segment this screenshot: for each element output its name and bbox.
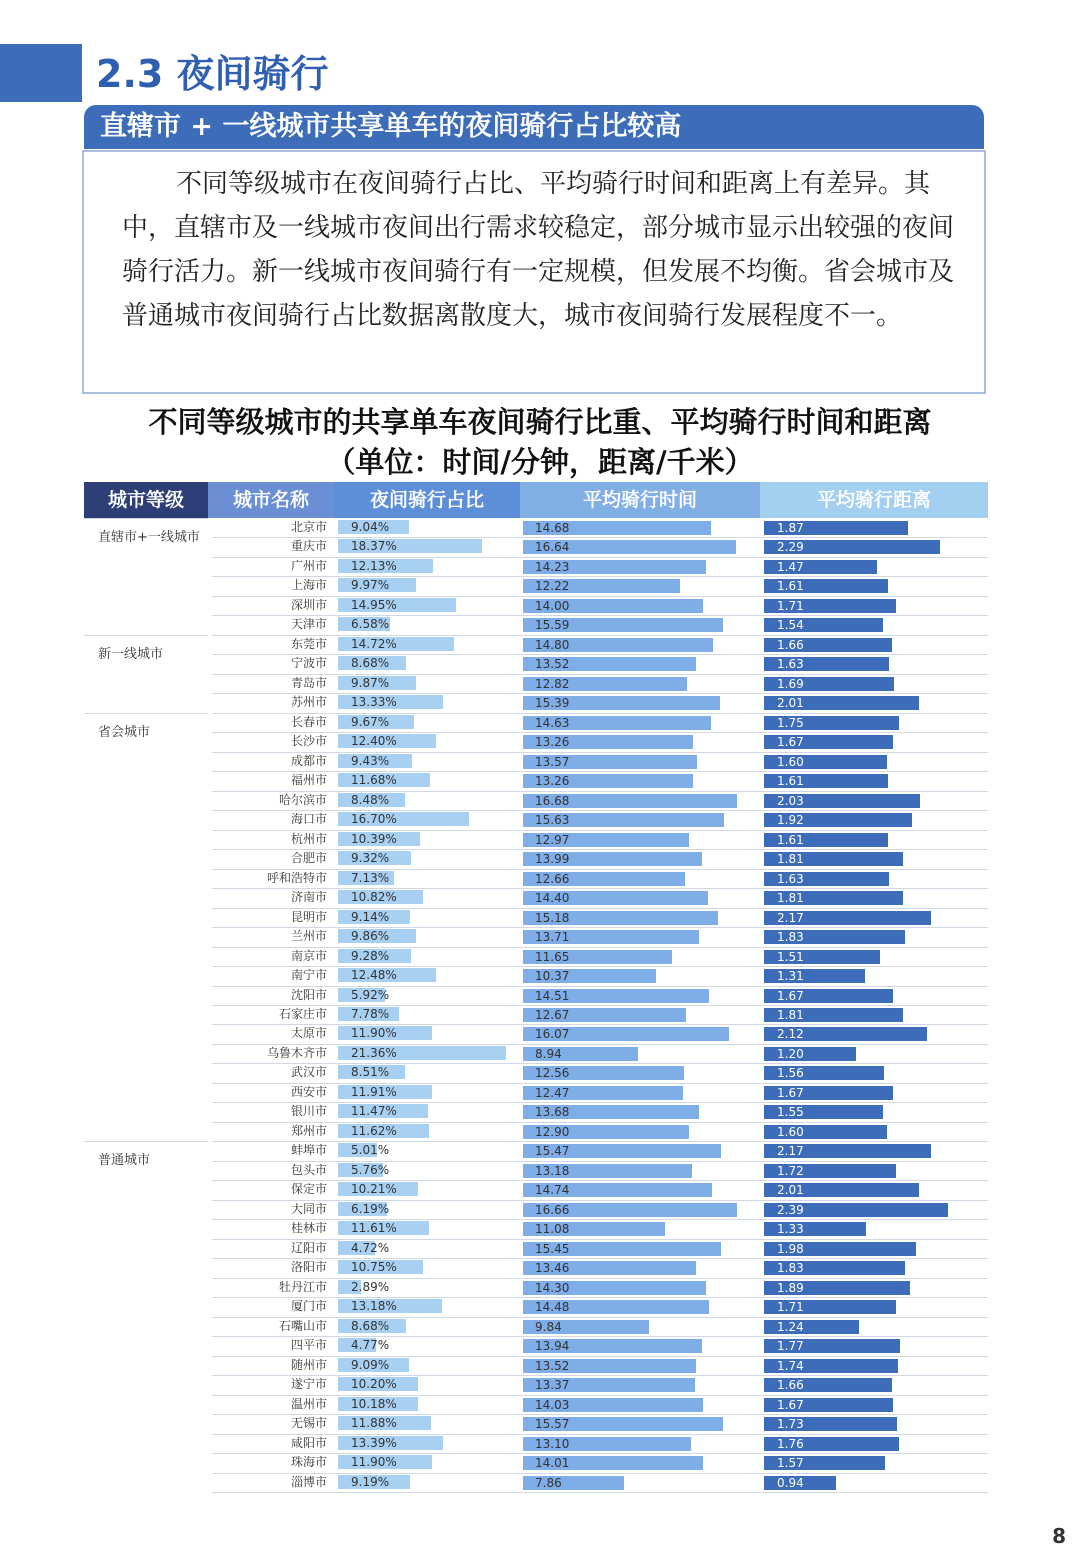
time-label: 15.63: [535, 813, 570, 828]
distance-label: 1.92: [777, 813, 804, 828]
ratio-label: 4.72%: [351, 1240, 390, 1255]
time-label: 8.94: [535, 1046, 562, 1061]
row-divider: [212, 1024, 988, 1025]
ratio-label: 9.67%: [351, 714, 390, 729]
row-divider: [212, 830, 988, 831]
time-label: 16.68: [535, 793, 570, 808]
distance-label: 1.55: [777, 1105, 804, 1120]
time-label: 15.45: [535, 1241, 570, 1256]
row-divider: [212, 1161, 988, 1162]
time-label: 12.97: [535, 832, 570, 847]
row-divider: [212, 1258, 988, 1259]
city-name: 海口市: [290, 812, 327, 827]
ratio-label: 14.95%: [351, 597, 397, 612]
ratio-label: 5.01%: [351, 1143, 390, 1158]
distance-label: 1.66: [777, 1378, 804, 1393]
ratio-label: 12.40%: [351, 734, 397, 749]
city-name: 广州市: [290, 558, 327, 573]
row-divider: [212, 1336, 988, 1337]
row-divider: [212, 596, 988, 597]
row-divider: [212, 1375, 988, 1376]
chart-title: 不同等级城市的共享单车夜间骑行比重、平均骑行时间和距离: [148, 405, 932, 439]
level-label: 省会城市: [98, 724, 151, 740]
ratio-label: 10.82%: [351, 890, 397, 905]
ratio-label: 2.89%: [351, 1279, 390, 1294]
distance-label: 1.81: [777, 891, 804, 906]
city-name: 西安市: [290, 1084, 327, 1099]
distance-label: 1.33: [777, 1222, 804, 1237]
distance-label: 2.12: [777, 1027, 804, 1042]
row-divider: [212, 1200, 988, 1201]
ratio-label: 5.92%: [351, 987, 390, 1002]
time-label: 13.26: [535, 774, 570, 789]
distance-label: 1.54: [777, 618, 804, 633]
distance-label: 1.77: [777, 1339, 804, 1354]
city-name: 郑州市: [290, 1123, 327, 1138]
time-label: 13.10: [535, 1436, 570, 1451]
level-label: 新一线城市: [98, 646, 164, 662]
distance-label: 1.31: [777, 969, 804, 984]
time-label: 10.37: [535, 969, 570, 984]
row-divider: [212, 1356, 988, 1357]
city-name: 宁波市: [290, 656, 327, 671]
ratio-label: 9.19%: [351, 1474, 390, 1489]
distance-label: 1.60: [777, 754, 804, 769]
intro-paragraph: 不同等级城市在夜间骑行占比、平均骑行时间和距离上有差异。其中，直辖市及一线城市夜间出行需求较稳定，部分城市显示出较强的夜间骑行活力。新一线城市夜间骑行有一定规模，但发展不均衡。省会城市及普通城市夜间骑行占比数据离散度大，城市夜间骑行发展程度不一。: [122, 169, 955, 331]
row-divider: [212, 1473, 988, 1474]
city-name: 昆明市: [290, 909, 327, 924]
time-label: 14.23: [535, 559, 570, 574]
ratio-label: 7.78%: [351, 1007, 390, 1021]
distance-label: 1.67: [777, 1397, 804, 1412]
time-label: 13.37: [535, 1378, 570, 1393]
ratio-label: 8.48%: [351, 792, 390, 807]
time-label: 12.47: [535, 1085, 570, 1100]
header-night-ratio: 夜间骑行占比: [334, 482, 520, 518]
row-divider: [212, 576, 988, 577]
ratio-label: 9.97%: [351, 578, 390, 593]
ratio-label: 10.75%: [351, 1260, 397, 1275]
time-label: 14.80: [535, 637, 570, 652]
distance-label: 1.98: [777, 1241, 804, 1256]
city-name: 四平市: [290, 1338, 327, 1353]
distance-label: 1.56: [777, 1066, 804, 1081]
city-name: 咸阳市: [290, 1435, 327, 1450]
time-label: 13.94: [535, 1339, 570, 1354]
time-label: 12.67: [535, 1008, 570, 1022]
city-name: 苏州市: [290, 695, 327, 710]
ratio-label: 21.36%: [351, 1045, 397, 1060]
row-divider: [212, 947, 988, 948]
city-name: 长春市: [290, 714, 327, 729]
distance-label: 1.20: [777, 1046, 804, 1061]
time-label: 13.99: [535, 852, 570, 867]
distance-label: 1.81: [777, 1008, 804, 1022]
ratio-label: 13.39%: [351, 1435, 397, 1450]
ratio-label: 18.37%: [351, 539, 397, 554]
city-name: 合肥市: [290, 851, 327, 866]
row-divider: [212, 1044, 988, 1045]
city-name: 洛阳市: [290, 1260, 327, 1275]
page-number: 8: [1052, 1524, 1066, 1548]
city-name: 淄博市: [290, 1474, 327, 1489]
ratio-label: 5.76%: [351, 1162, 390, 1177]
time-label: 16.64: [535, 540, 570, 555]
time-label: 15.18: [535, 910, 570, 925]
city-name: 沈阳市: [290, 987, 327, 1002]
distance-label: 1.83: [777, 930, 804, 945]
ratio-label: 9.43%: [351, 753, 390, 768]
city-name: 呼和浩特市: [266, 870, 327, 885]
distance-label: 1.75: [777, 715, 804, 730]
time-label: 16.07: [535, 1027, 570, 1042]
row-divider: [212, 752, 988, 753]
time-label: 13.26: [535, 735, 570, 750]
city-name: 牡丹江市: [278, 1279, 327, 1294]
city-name: 包头市: [290, 1162, 327, 1177]
city-name: 无锡市: [290, 1416, 327, 1431]
ratio-label: 12.13%: [351, 558, 397, 573]
time-label: 12.66: [535, 871, 570, 886]
group-divider: [84, 1141, 208, 1142]
row-divider: [212, 1180, 988, 1181]
time-label: 12.56: [535, 1066, 570, 1081]
ratio-label: 12.48%: [351, 968, 397, 983]
row-divider: [212, 1492, 988, 1493]
city-name: 重庆市: [290, 539, 327, 554]
city-name: 保定市: [290, 1182, 327, 1197]
city-name: 南京市: [290, 948, 327, 963]
time-label: 15.59: [535, 618, 570, 633]
row-divider: [212, 986, 988, 987]
ratio-label: 10.18%: [351, 1396, 397, 1411]
row-divider: [212, 1122, 988, 1123]
distance-label: 0.94: [777, 1475, 804, 1490]
city-name: 石家庄市: [278, 1007, 327, 1021]
group-divider: [84, 518, 208, 519]
city-name: 兰州市: [290, 929, 327, 944]
distance-label: 1.67: [777, 735, 804, 750]
row-divider: [212, 771, 988, 772]
ratio-label: 11.68%: [351, 773, 397, 788]
row-divider: [212, 693, 988, 694]
time-label: 14.74: [535, 1183, 570, 1198]
ratio-label: 11.62%: [351, 1123, 397, 1138]
city-name: 温州市: [290, 1396, 327, 1411]
row-divider: [212, 1083, 988, 1084]
distance-label: 1.71: [777, 1300, 804, 1315]
time-label: 15.39: [535, 696, 570, 711]
distance-label: 2.29: [777, 540, 804, 555]
row-divider: [212, 869, 988, 870]
city-name: 珠海市: [290, 1455, 327, 1470]
ratio-label: 9.87%: [351, 675, 390, 690]
row-divider: [212, 1141, 988, 1142]
row-divider: [212, 1278, 988, 1279]
city-name: 蚌埠市: [290, 1143, 327, 1158]
row-divider: [212, 1453, 988, 1454]
row-divider: [212, 927, 988, 928]
distance-label: 1.76: [777, 1436, 804, 1451]
city-name: 北京市: [290, 520, 327, 534]
time-label: 12.22: [535, 579, 570, 594]
distance-label: 1.61: [777, 774, 804, 789]
row-divider: [212, 1005, 988, 1006]
distance-label: 1.69: [777, 676, 804, 691]
group-divider: [84, 635, 208, 636]
chart-subtitle: （单位：时间/分钟，距离/千米）: [326, 445, 754, 479]
time-label: 13.68: [535, 1105, 570, 1120]
city-name: 遂宁市: [290, 1377, 327, 1392]
time-label: 14.03: [535, 1397, 570, 1412]
ratio-label: 13.33%: [351, 695, 397, 710]
time-label: 11.08: [535, 1222, 570, 1237]
subtitle-bar: 直辖市 + 一线城市共享单车的夜间骑行占比较高: [84, 105, 984, 149]
city-name: 辽阳市: [290, 1240, 327, 1255]
city-name: 长沙市: [290, 734, 327, 749]
distance-label: 1.61: [777, 832, 804, 847]
row-divider: [212, 791, 988, 792]
distance-label: 1.51: [777, 949, 804, 964]
distance-label: 2.17: [777, 1144, 804, 1159]
city-name: 济南市: [290, 890, 327, 905]
distance-label: 1.71: [777, 598, 804, 613]
row-divider: [212, 1317, 988, 1318]
city-name: 随州市: [290, 1357, 327, 1372]
distance-label: 1.72: [777, 1163, 804, 1178]
time-label: 13.46: [535, 1261, 570, 1276]
time-label: 15.47: [535, 1144, 570, 1159]
ratio-label: 10.39%: [351, 831, 397, 846]
ratio-label: 9.04%: [351, 520, 390, 534]
ratio-label: 6.19%: [351, 1201, 390, 1216]
city-name: 福州市: [290, 773, 327, 788]
time-label: 13.18: [535, 1163, 570, 1178]
city-name: 大同市: [290, 1201, 327, 1216]
ratio-label: 9.86%: [351, 929, 390, 944]
time-label: 14.40: [535, 891, 570, 906]
distance-label: 2.01: [777, 1183, 804, 1198]
header-level: 城市等级: [84, 482, 208, 518]
time-label: 9.84: [535, 1319, 562, 1334]
ratio-label: 8.68%: [351, 1318, 390, 1333]
ratio-label: 11.91%: [351, 1084, 397, 1099]
time-label: 14.63: [535, 715, 570, 730]
row-divider: [212, 1239, 988, 1240]
distance-label: 2.03: [777, 793, 804, 808]
city-name: 青岛市: [290, 675, 327, 690]
ratio-label: 9.32%: [351, 851, 390, 866]
city-name: 桂林市: [290, 1221, 327, 1236]
ratio-label: 6.58%: [351, 617, 390, 632]
ratio-label: 4.77%: [351, 1338, 390, 1353]
ratio-label: 9.14%: [351, 909, 390, 924]
time-label: 14.68: [535, 521, 570, 535]
ratio-label: 11.90%: [351, 1026, 397, 1041]
distance-label: 1.67: [777, 988, 804, 1003]
city-name: 哈尔滨市: [278, 792, 327, 807]
row-divider: [212, 966, 988, 967]
header-avg-time: 平均骑行时间: [520, 482, 760, 518]
distance-label: 1.63: [777, 871, 804, 886]
header-avg-distance: 平均骑行距离: [760, 482, 988, 518]
row-divider: [212, 654, 988, 655]
row-divider: [212, 713, 988, 714]
time-label: 12.82: [535, 676, 570, 691]
row-divider: [212, 615, 988, 616]
ratio-label: 8.51%: [351, 1065, 390, 1080]
row-divider: [212, 1395, 988, 1396]
group-divider: [84, 713, 208, 714]
time-label: 14.01: [535, 1456, 570, 1471]
city-name: 银川市: [290, 1104, 327, 1119]
ratio-label: 16.70%: [351, 812, 397, 827]
ratio-label: 11.88%: [351, 1416, 397, 1431]
distance-label: 1.61: [777, 579, 804, 594]
row-divider: [212, 908, 988, 909]
ratio-label: 11.47%: [351, 1104, 397, 1119]
row-divider: [212, 810, 988, 811]
time-label: 13.52: [535, 1358, 570, 1373]
city-name: 太原市: [290, 1026, 327, 1041]
city-name: 杭州市: [290, 831, 327, 846]
row-divider: [212, 1297, 988, 1298]
distance-label: 2.39: [777, 1202, 804, 1217]
distance-label: 1.66: [777, 637, 804, 652]
time-label: 13.57: [535, 754, 570, 769]
row-divider: [212, 888, 988, 889]
city-name: 乌鲁木齐市: [266, 1045, 327, 1060]
row-divider: [212, 1434, 988, 1435]
city-name: 厦门市: [290, 1299, 327, 1314]
time-label: 16.66: [535, 1202, 570, 1217]
time-label: 7.86: [535, 1475, 562, 1490]
ratio-label: 14.72%: [351, 636, 397, 651]
time-label: 13.52: [535, 657, 570, 672]
ratio-label: 11.61%: [351, 1221, 397, 1236]
row-divider: [212, 1102, 988, 1103]
time-label: 11.65: [535, 949, 570, 964]
distance-label: 1.89: [777, 1280, 804, 1295]
time-label: 12.90: [535, 1124, 570, 1139]
city-name: 深圳市: [290, 597, 327, 612]
distance-label: 1.73: [777, 1417, 804, 1432]
distance-label: 2.17: [777, 910, 804, 925]
ratio-label: 10.20%: [351, 1377, 397, 1392]
distance-label: 1.24: [777, 1319, 804, 1334]
distance-label: 1.60: [777, 1124, 804, 1139]
row-divider: [212, 1219, 988, 1220]
row-divider: [212, 732, 988, 733]
ratio-label: 13.18%: [351, 1299, 397, 1314]
ratio-label: 9.09%: [351, 1357, 390, 1372]
row-divider: [212, 849, 988, 850]
time-label: 15.57: [535, 1417, 570, 1432]
row-divider: [212, 1414, 988, 1415]
city-name: 石嘴山市: [278, 1318, 327, 1333]
city-name: 武汉市: [290, 1065, 327, 1080]
ratio-label: 10.21%: [351, 1182, 397, 1197]
distance-label: 1.67: [777, 1085, 804, 1100]
header-city-name: 城市名称: [208, 482, 334, 518]
section-title: 2.3 夜间骑行: [96, 52, 329, 96]
distance-label: 1.74: [777, 1358, 804, 1373]
row-divider: [212, 635, 988, 636]
row-divider: [212, 537, 988, 538]
distance-label: 2.01: [777, 696, 804, 711]
ratio-label: 8.68%: [351, 656, 390, 671]
ratio-label: 11.90%: [351, 1455, 397, 1470]
city-name: 南宁市: [290, 968, 327, 983]
distance-label: 1.63: [777, 657, 804, 672]
level-label: 直辖市+一线城市: [98, 530, 200, 545]
time-label: 14.48: [535, 1300, 570, 1315]
row-divider: [212, 674, 988, 675]
time-label: 14.51: [535, 988, 570, 1003]
distance-label: 1.81: [777, 852, 804, 867]
city-name: 成都市: [290, 753, 327, 768]
distance-label: 1.83: [777, 1261, 804, 1276]
distance-label: 1.57: [777, 1456, 804, 1471]
ratio-label: 9.28%: [351, 948, 390, 963]
time-label: 14.30: [535, 1280, 570, 1295]
row-divider: [212, 1063, 988, 1064]
time-label: 13.71: [535, 930, 570, 945]
ratio-label: 7.13%: [351, 870, 390, 885]
time-label: 14.00: [535, 598, 570, 613]
city-name: 上海市: [290, 578, 327, 593]
city-name: 东莞市: [290, 636, 327, 651]
row-divider: [212, 557, 988, 558]
distance-label: 1.47: [777, 559, 804, 574]
distance-label: 1.87: [777, 521, 804, 535]
level-label: 普通城市: [98, 1153, 151, 1169]
city-name: 天津市: [290, 617, 327, 632]
